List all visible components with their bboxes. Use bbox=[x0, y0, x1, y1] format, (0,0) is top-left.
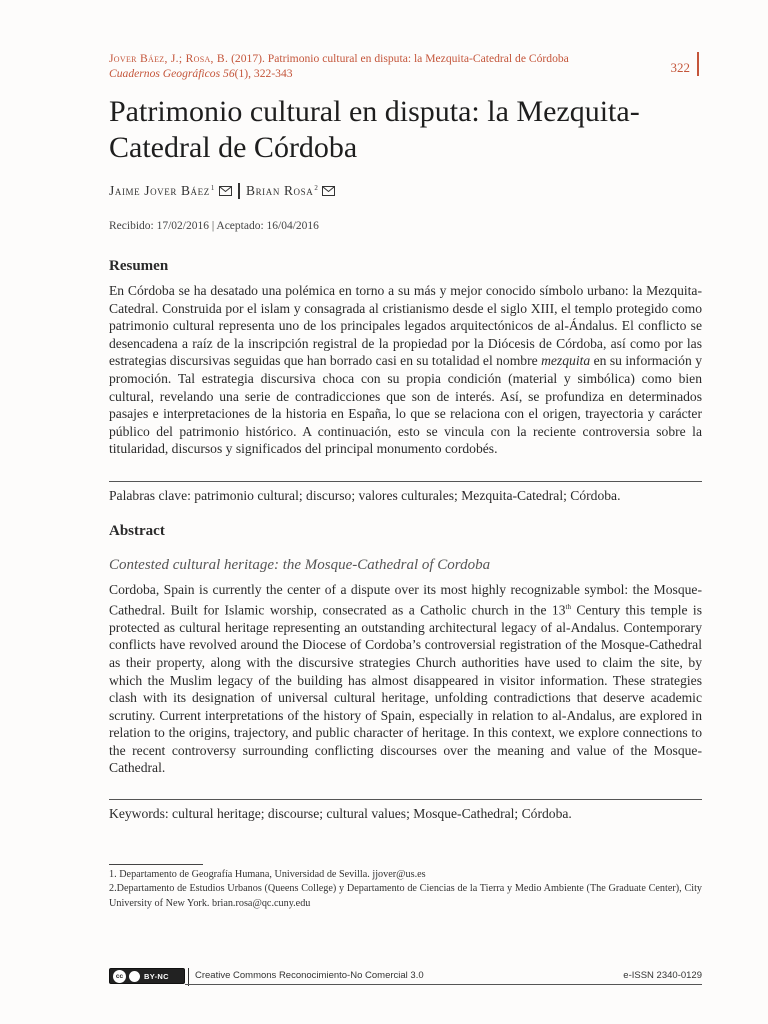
author-name: Brian Rosa bbox=[245, 183, 314, 198]
cc-badge-text: BY-NC bbox=[144, 971, 169, 981]
cc-icon: cc bbox=[113, 970, 126, 983]
footer-rule bbox=[185, 984, 702, 985]
email-icon[interactable] bbox=[322, 186, 335, 196]
citation-authors: Jover Báez, J.; Rosa, B. bbox=[109, 52, 229, 65]
email-icon[interactable] bbox=[219, 186, 232, 196]
footnotes bbox=[109, 868, 702, 911]
page-number-bar bbox=[697, 52, 699, 76]
citation-header bbox=[109, 51, 669, 81]
cc-license-badge[interactable] bbox=[109, 968, 185, 984]
author-separator bbox=[238, 183, 240, 199]
issn: e-ISSN 2340-0129 bbox=[623, 970, 702, 981]
page-footer bbox=[109, 968, 702, 986]
footnote-2: 2.Departamento de Estudios Urbanos (Queens College) y Departamento de Ciencias de la Tierra y Medio Ambiente (The Graduate Center), City University of New York. brian.rosa@qc.cuny.edu bbox=[109, 883, 702, 909]
author-affiliation-ref: 1 bbox=[210, 183, 215, 192]
license-text: Creative Commons Reconocimiento-No Comercial 3.0 bbox=[195, 970, 424, 981]
resumen-keywords: Palabras clave: patrimonio cultural; discurso; valores culturales; Mezquita-Catedral; Córdoba. bbox=[109, 481, 702, 504]
author-2[interactable] bbox=[246, 183, 319, 199]
english-title: Contested cultural heritage: the Mosque-Cathedral of Cordoba bbox=[109, 557, 491, 573]
citation-title: (2017). Patrimonio cultural en disputa: la Mezquita-Catedral de Córdoba bbox=[228, 52, 569, 65]
abstract-heading: Abstract bbox=[109, 523, 165, 539]
abstract-text: Cordoba, Spain is currently the center of a dispute over its most highly recognizable symbol: the Mosque-Cathedral. Built for Islamic worship, consecrated as a Catholic church in the 13th Century this temple is protected as cultural heritage representing an outstanding architectural legacy of al-Andalus. Contemporary conflicts have revolved around the Diocese of Cordoba’s controversial registration of the Mosque-Cathedral as their property, along with the discursive strategies Church authorities have used to claim the site, by which the Muslim legacy of the building has almost disappeared in visitor information. These strategies clash with its designation of universal cultural heritage, unfolding contradictions that deserve academic scrutiny. Current interpretations of the history of Spain, especially in relation to al-Andalus, are explored in relation to the origins, trajectory, and public character of heritage. In this context, we explore connections to the recent controversy surrounding conflicting discourses over the meaning and value of the Mosque-Cathedral. bbox=[109, 582, 703, 776]
submission-dates: Recibido: 17/02/2016 | Aceptado: 16/04/2016 bbox=[109, 220, 319, 232]
resumen-heading: Resumen bbox=[109, 258, 169, 274]
author-name: Jaime Jover Báez bbox=[109, 183, 210, 198]
author-affiliation-ref: 2 bbox=[314, 183, 319, 192]
journal-issue-pages: (1), 322-343 bbox=[234, 67, 293, 80]
author-line bbox=[109, 183, 335, 199]
journal-volume: 56 bbox=[223, 67, 235, 80]
footnote-divider bbox=[109, 864, 203, 865]
attribution-icon bbox=[128, 970, 141, 983]
page-number: 322 bbox=[670, 60, 690, 75]
article-title: Patrimonio cultural en disputa: la Mezquita-Catedral de Córdoba bbox=[109, 95, 640, 164]
author-1[interactable] bbox=[109, 183, 215, 199]
abstract-keywords: Keywords: cultural heritage; discourse; cultural values; Mosque-Cathedral; Córdoba. bbox=[109, 799, 702, 822]
journal-name: Cuadernos Geográficos bbox=[109, 67, 221, 80]
resumen-text: En Córdoba se ha desatado una polémica en torno a su más y mejor conocido símbolo urbano: la Mezquita-Catedral. Construida por el islam y consagrada al cristianismo desde el siglo XIII, el templo protegido como patrimonio cultural representa uno de los principales legados arquitectónicos de al-Ándalus. El conflicto se desencadena a raíz de la inscripción registral de la propiedad por la Diócesis de Córdoba, así como por las estrategias discursivas seguidas que han borrado casi en su totalidad el nombre mezquita en su información y promoción. Tal estrategia discursiva choca con su propia condición (material y simbólica) como bien cultural, revelando una serie de contradicciones que son de interés. Así, se profundiza en determinados pasajes e interpretaciones de la historia en España, lo que se relaciona con el origen, trayectoria y carácter público del patrimonio histórico. A continuación, esto se vincula con la reciente controversia sobre la titularidad, discursos y significados del principal monumento cordobés. bbox=[109, 283, 702, 457]
footnote-1: 1. Departamento de Geografía Humana, Universidad de Sevilla. jjover@us.es bbox=[109, 869, 426, 880]
